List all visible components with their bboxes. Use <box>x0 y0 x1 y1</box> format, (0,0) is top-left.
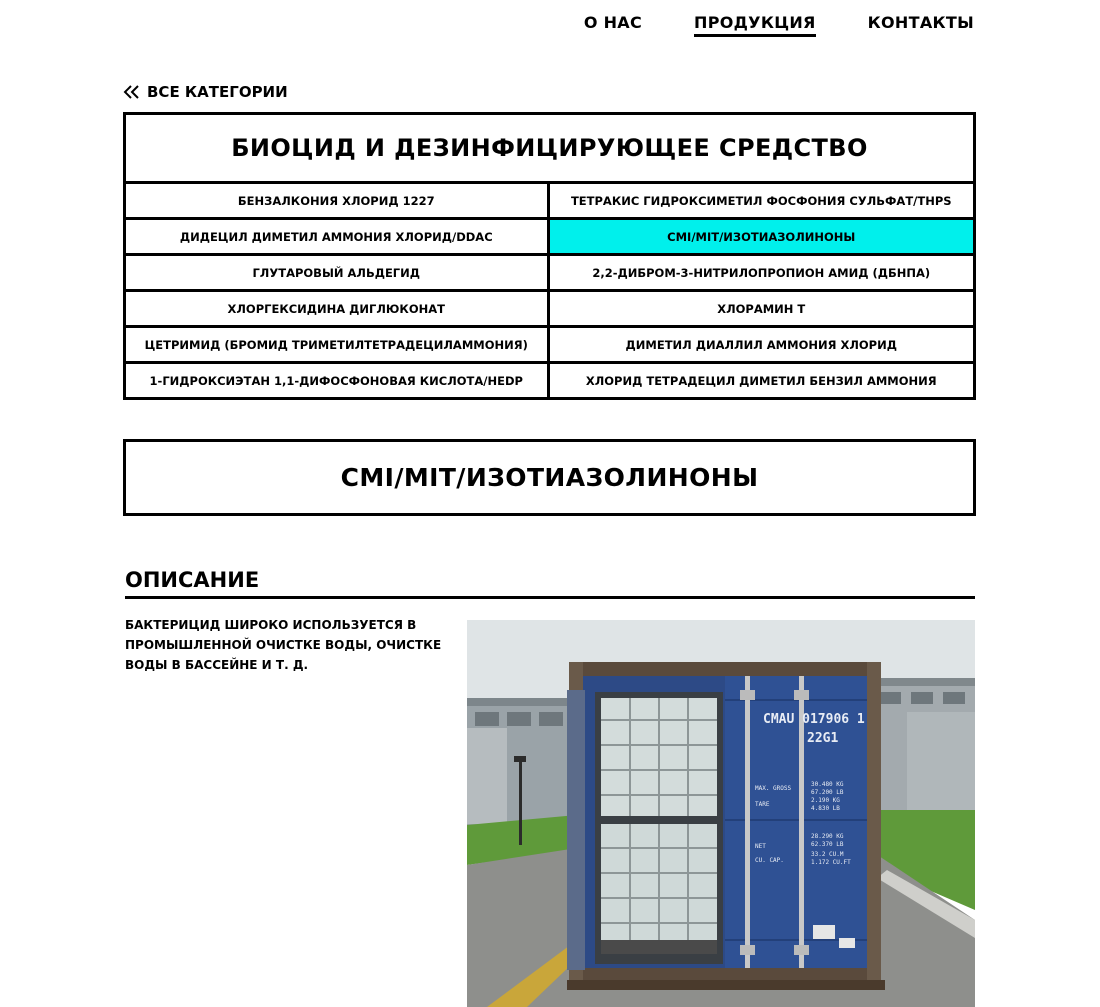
spec-value: 33.2 CU.M <box>811 851 844 858</box>
back-to-categories-link[interactable] <box>123 83 288 101</box>
spec-value: 62.370 LB <box>811 841 844 848</box>
category-item-active[interactable]: CMI/MIT/ИЗОТИАЗОЛИНОНЫ <box>550 220 974 256</box>
category-item[interactable]: ДИДЕЦИЛ ДИМЕТИЛ АММОНИЯ ХЛОРИД/DDAC <box>126 220 550 256</box>
back-link-label: ВСЕ КАТЕГОРИИ <box>147 83 288 101</box>
spec-value: 2.190 KG <box>811 797 840 804</box>
category-item[interactable]: БЕНЗАЛКОНИЯ ХЛОРИД 1227 <box>126 184 550 220</box>
spec-value: 28.290 KG <box>811 833 844 840</box>
container-type-text: 22G1 <box>807 731 839 746</box>
category-item[interactable]: ХЛОРИД ТЕТРАДЕЦИЛ ДИМЕТИЛ БЕНЗИЛ АММОНИЯ <box>585 373 937 388</box>
nav-item-products[interactable]: ПРОДУКЦИЯ <box>694 13 816 37</box>
category-item[interactable]: ХЛОРГЕКСИДИНА ДИГЛЮКОНАТ <box>126 292 550 328</box>
nav-item-contacts[interactable]: КОНТАКТЫ <box>867 13 974 32</box>
category-panel <box>123 112 976 400</box>
category-grid <box>126 184 973 397</box>
product-photo <box>467 620 975 1007</box>
spec-value: 30.480 KG <box>811 781 844 788</box>
spec-label: CU. CAP. <box>755 857 784 864</box>
category-item[interactable]: ГЛУТАРОВЫЙ АЛЬДЕГИД <box>126 256 550 292</box>
top-nav <box>584 13 974 37</box>
nav-item-about[interactable]: О НАС <box>583 13 643 32</box>
container-id-text: CMAU 017906 1 <box>763 712 865 727</box>
category-item[interactable]: ХЛОРАМИН Т <box>550 292 974 328</box>
category-item[interactable]: ДИМЕТИЛ ДИАЛЛИЛ АММОНИЯ ХЛОРИД <box>550 328 974 364</box>
spec-value: 1.172 CU.FT <box>811 859 851 866</box>
spec-value: 67.200 LB <box>811 789 844 796</box>
spec-label: NET <box>755 843 766 850</box>
description-heading: ОПИСАНИЕ <box>125 568 975 599</box>
spec-label: TARE <box>755 801 770 808</box>
spec-label: MAX. GROSS <box>755 785 792 792</box>
spec-value: 4.830 LB <box>811 805 840 812</box>
category-item[interactable]: ЦЕТРИМИД (БРОМИД ТРИМЕТИЛТЕТРАДЕЦИЛАММОНИЯ) <box>126 328 550 364</box>
double-chevron-left-icon <box>123 84 141 100</box>
description-text: БАКТЕРИЦИД ШИРОКО ИСПОЛЬЗУЕТСЯ В ПРОМЫШЛЕННОЙ ОЧИСТКЕ ВОДЫ, ОЧИСТКЕ ВОДЫ В БАССЕЙНЕ И Т. Д. <box>125 618 442 672</box>
category-title: БИОЦИД И ДЕЗИНФИЦИРУЮЩЕЕ СРЕДСТВО <box>126 115 973 184</box>
category-item[interactable]: ТЕТРАКИС ГИДРОКСИМЕТИЛ ФОСФОНИЯ СУЛЬФАТ/THPS <box>550 184 974 220</box>
category-item[interactable]: 1-ГИДРОКСИЭТАН 1,1-ДИФОСФОНОВАЯ КИСЛОТА/HEDP <box>126 364 550 397</box>
product-title: CMI/MIT/ИЗОТИАЗОЛИНОНЫ <box>123 439 976 516</box>
category-item[interactable]: 2,2-ДИБРОМ-3-НИТРИЛОПРОПИОН АМИД (ДБНПА) <box>550 256 974 292</box>
